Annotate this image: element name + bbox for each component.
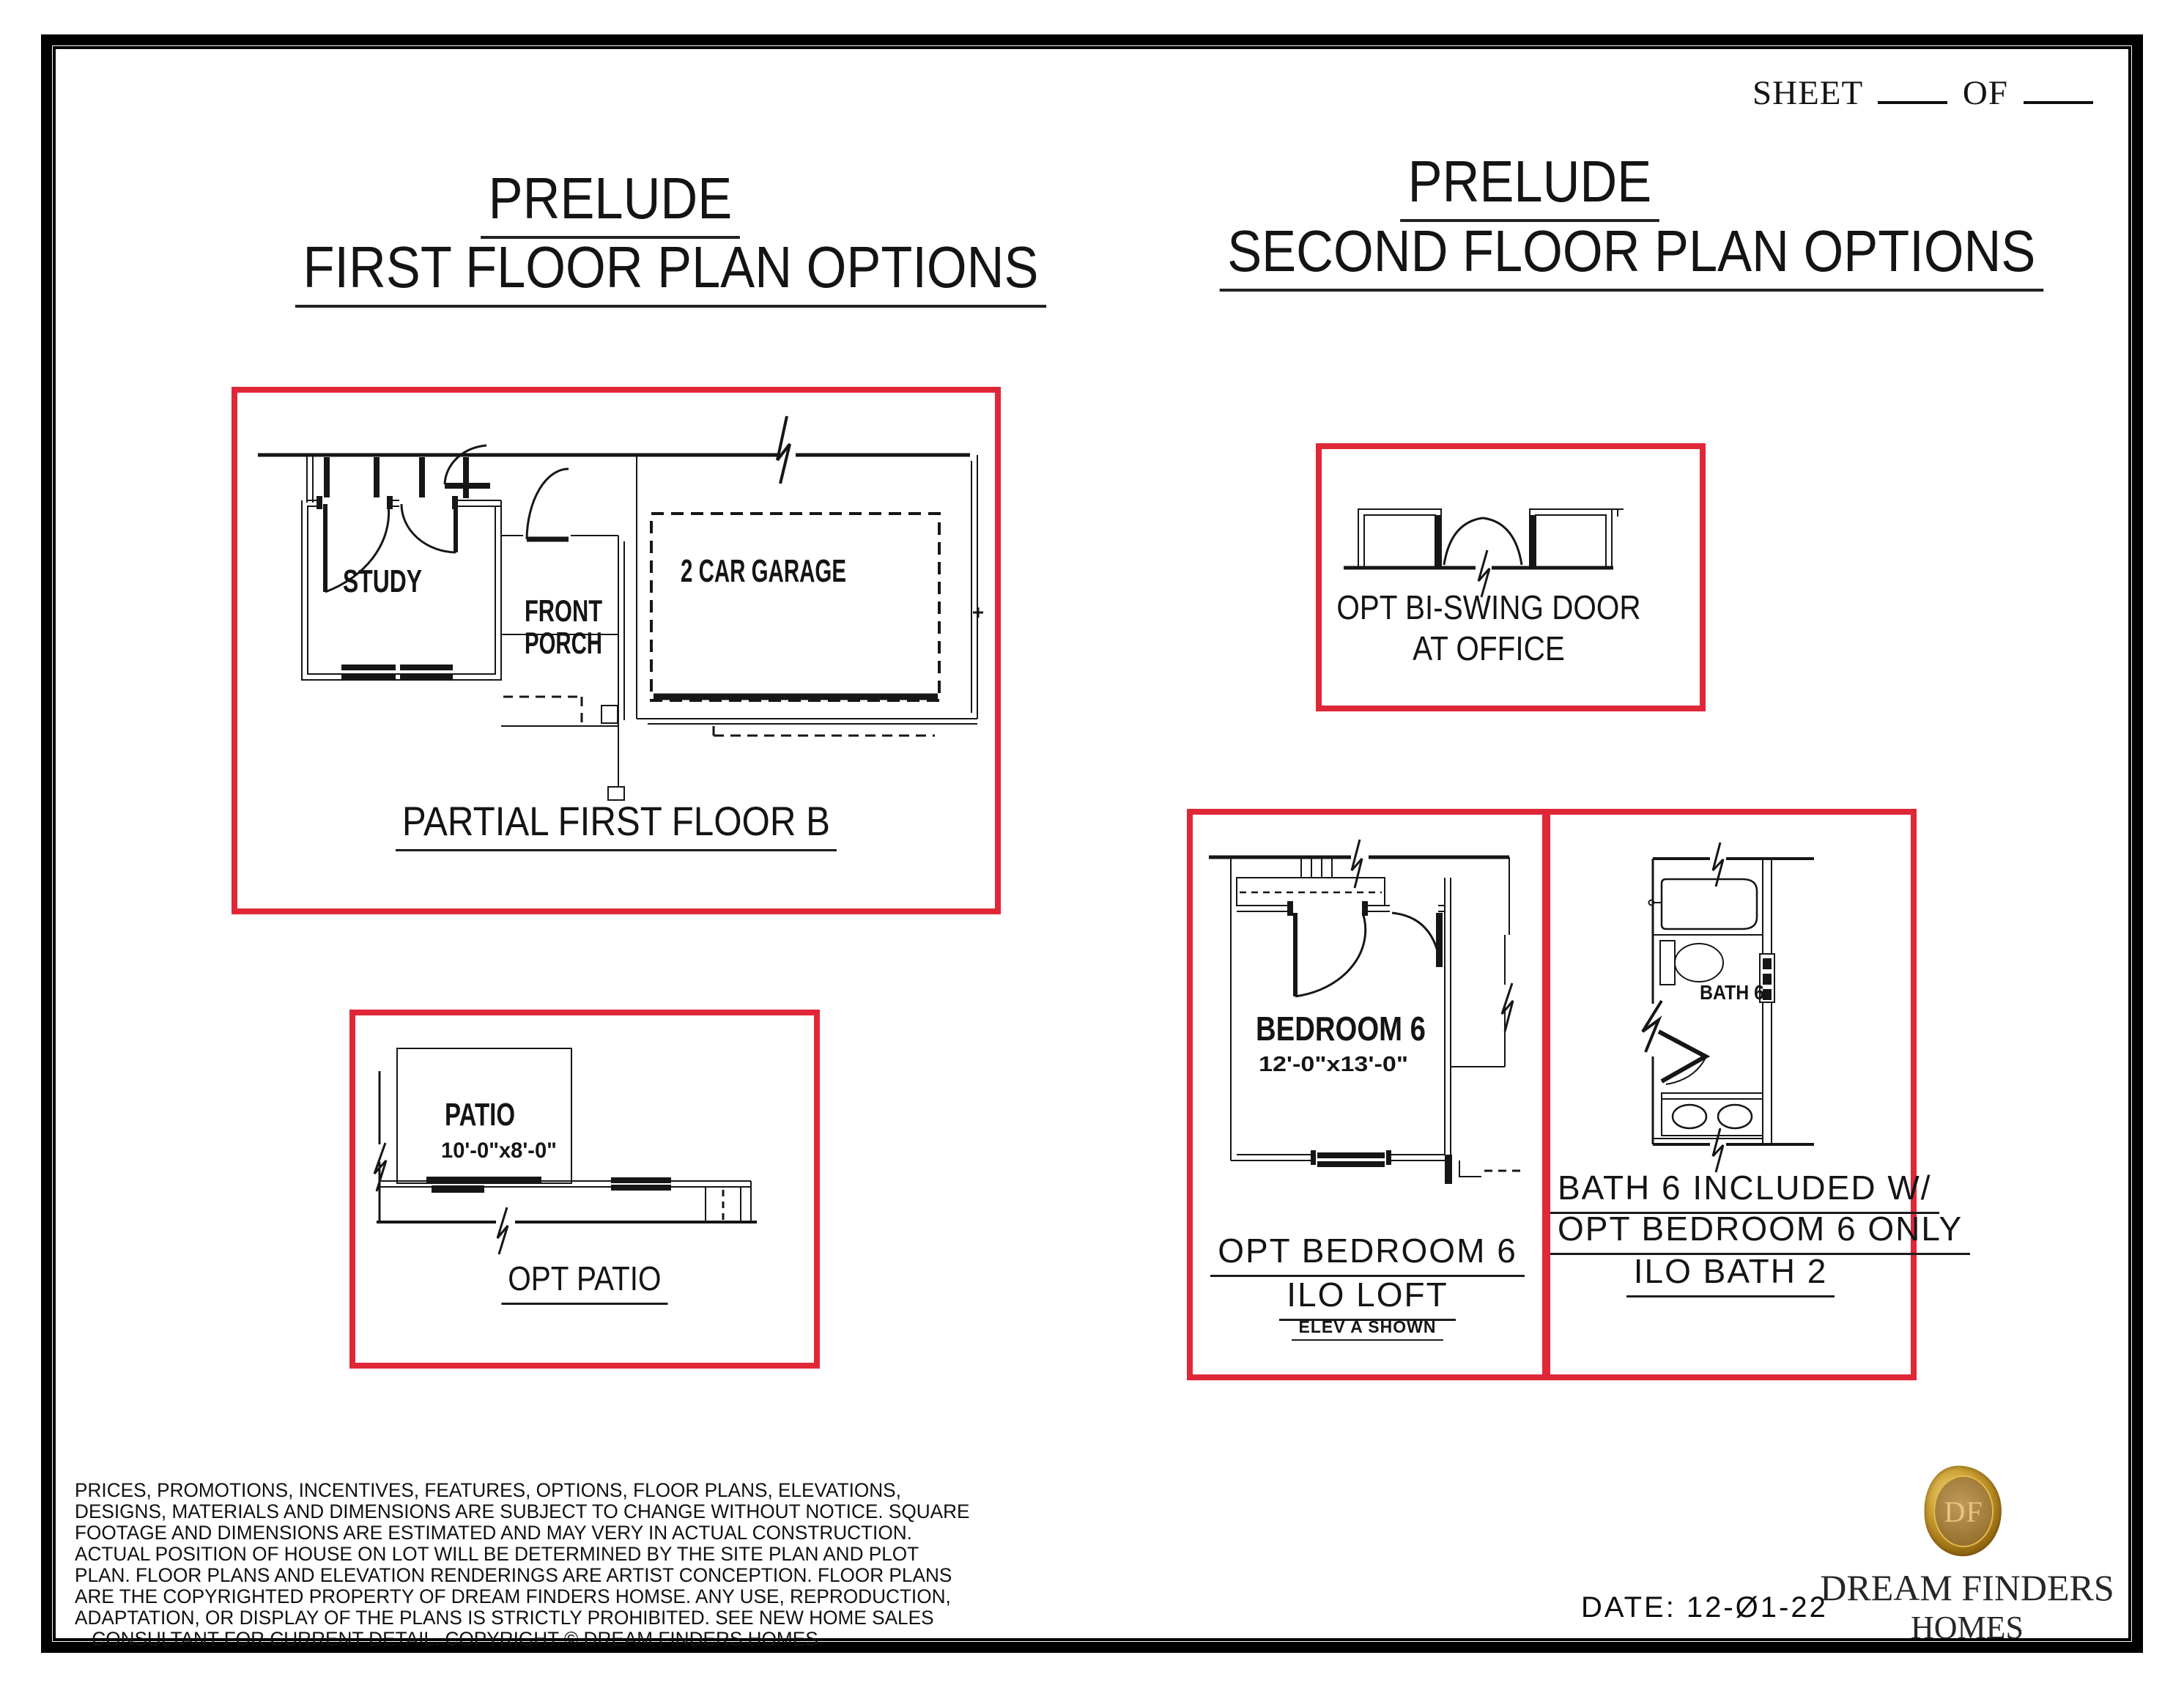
sheet-total-blank (2024, 72, 2093, 104)
opt-bedroom-6-caption-line1: OPT BEDROOM 6 (1193, 1231, 1542, 1277)
bath-6-caption-line1: BATH 6 INCLUDED W/ (1550, 1168, 1911, 1214)
wall-break-icon (1643, 1001, 1662, 1052)
sink-icon (1673, 1105, 1706, 1128)
front-label: FRONT (525, 593, 603, 628)
plus-marker-icon (973, 607, 983, 618)
opt-bedroom-6-caption-line2: ILO LOFT (1193, 1275, 1542, 1321)
disclaimer-line: PLAN. FLOOR PLANS AND ELEVATION RENDERINGS ARE ARTIST CONCEPTION. FLOOR PLANS (75, 1564, 952, 1586)
opt-bi-swing-door-box (1316, 443, 1706, 711)
seal-initials: DF (1944, 1495, 1983, 1528)
disclaimer-line: ADAPTATION, OR DISPLAY OF THE PLANS IS STRICTLY PROHIBITED. SEE NEW HOME SALES (75, 1607, 934, 1629)
disclaimer-text (63, 1479, 970, 1650)
bedroom-6-dimensions-label: 12'-0"x13'-0" (1259, 1053, 1408, 1076)
opt-bedroom-6-caption-note: ELEV A SHOWN (1193, 1317, 1542, 1341)
wall-break-icon (1352, 840, 1362, 888)
bathtub-icon (1662, 879, 1757, 929)
partial-first-floor-b-box (232, 387, 1001, 914)
bath-6-caption-line3: ILO BATH 2 (1550, 1251, 1911, 1298)
first-floor-title-line2: FIRST FLOOR PLAN OPTIONS (244, 236, 977, 308)
seal-inner-circle (1933, 1476, 1994, 1547)
bath-6-box (1544, 809, 1963, 1380)
disclaimer-line: DESIGNS, MATERIALS AND DIMENSIONS ARE SUBJECT TO CHANGE WITHOUT NOTICE. SQUARE (75, 1500, 970, 1522)
porch-label: PORCH (525, 626, 602, 660)
sheet-label: SHEET (1752, 74, 1863, 112)
dream-finders-seal-icon (1918, 1460, 2007, 1561)
logo-name-line2: HOMES (1910, 1610, 2024, 1646)
bath-6-caption-line2: OPT BEDROOM 6 ONLY (1550, 1209, 1911, 1255)
opt-patio-box (349, 1010, 820, 1369)
disclaimer-line: ARE THE COPYRIGHTED PROPERTY OF DREAM FINDERS HOMSE. ANY USE, REPRODUCTION, (75, 1585, 951, 1607)
second-floor-title-line2: SECOND FLOOR PLAN OPTIONS (1163, 220, 1896, 292)
patio-dimensions-label: 10'-0"x8'-0" (441, 1139, 557, 1163)
disclaimer-line: FOOTAGE AND DIMENSIONS ARE ESTIMATED AND MAY VERY IN ACTUAL CONSTRUCTION. (75, 1522, 912, 1544)
date-label: DATE: (1581, 1591, 1676, 1624)
garage-room-label: 2 CAR GARAGE (681, 553, 846, 589)
sheet-of-row (1752, 72, 2099, 113)
wall-break-icon (497, 1207, 508, 1254)
study-room-label: STUDY (343, 563, 422, 599)
toilet-tank-icon (1660, 941, 1675, 985)
date-value: 12-Ø1-22 (1686, 1591, 1828, 1624)
wall-break-icon (1502, 983, 1513, 1032)
bedroom-6-room-label: BEDROOM 6 (1256, 1010, 1426, 1048)
opt-patio-caption: OPT PATIO (355, 1259, 814, 1305)
bath-6-room-label: BATH 6 (1700, 981, 1764, 1004)
date-row (1581, 1591, 1838, 1624)
patio-room-label: PATIO (445, 1097, 515, 1133)
first-floor-title-line1: PRELUDE (244, 167, 977, 239)
sink-icon (1718, 1105, 1752, 1128)
disclaimer-line: ACTUAL POSITION OF HOUSE ON LOT WILL BE DETERMINED BY THE SITE PLAN AND PLOT (75, 1543, 919, 1565)
toilet-bowl-icon (1675, 944, 1723, 982)
sheet-number-blank (1878, 72, 1947, 104)
logo-name-line1: DREAM FINDERS (1820, 1567, 2114, 1608)
second-floor-title-line1: PRELUDE (1163, 150, 1896, 222)
bi-swing-caption-line1: OPT BI-SWING DOOR (1336, 588, 1641, 626)
disclaimer-line: CONSULTANT FOR CURRENT DETAIL. COPYRIGHT © DREAM FINDERS HOMES (92, 1628, 818, 1650)
disclaimer-line: PRICES, PROMOTIONS, INCENTIVES, FEATURES, OPTIONS, FLOOR PLANS, ELEVATIONS, (75, 1479, 901, 1501)
partial-first-floor-b-caption: PARTIAL FIRST FLOOR B (237, 797, 995, 851)
wall-break-icon (777, 416, 790, 484)
bi-swing-caption-line2: AT OFFICE (1413, 629, 1565, 667)
opt-bedroom-6-box (1187, 809, 1548, 1380)
of-label: OF (1962, 74, 2008, 112)
